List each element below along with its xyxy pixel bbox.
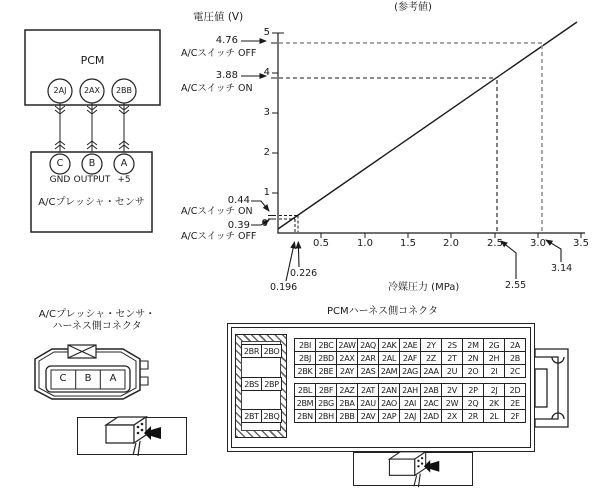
pin-cell: 2K bbox=[483, 396, 505, 410]
pin-cell: 2BF bbox=[315, 383, 337, 397]
pin-cell: 2AE bbox=[399, 338, 421, 352]
pin-cell: 2I bbox=[483, 364, 505, 378]
pin-row bbox=[294, 364, 526, 378]
pin-cell: 2AA bbox=[420, 364, 442, 378]
sensor-pin-a-label: A bbox=[120, 158, 128, 169]
value-0-226: 0.226 bbox=[290, 268, 318, 279]
pin-cell: 2N bbox=[462, 351, 484, 365]
pin-cell: 2BP bbox=[261, 377, 282, 391]
pin-cell: 2BC bbox=[315, 338, 337, 352]
pin-cell: 2AW bbox=[336, 338, 358, 352]
pin-cell: 2Y bbox=[420, 338, 442, 352]
pin-cell: 2A bbox=[504, 338, 526, 352]
pin-cell: 2BG bbox=[315, 396, 337, 410]
pin-cell: 2AD bbox=[420, 409, 442, 423]
pcm-connector-view-box bbox=[353, 452, 473, 486]
pin-cell: 2B bbox=[504, 351, 526, 365]
pin-cell: 2BA bbox=[336, 396, 358, 410]
pin-row bbox=[294, 383, 526, 397]
pin-cell: 2M bbox=[462, 338, 484, 352]
pin-cell: 2H bbox=[483, 351, 505, 365]
reference-dashes-on bbox=[279, 78, 497, 232]
pin-cell: 2G bbox=[483, 338, 505, 352]
pin-cell: 2X bbox=[441, 409, 463, 423]
chart-y-axis-label: 電圧値 (V) bbox=[193, 11, 244, 23]
pin-cell: 2AK bbox=[378, 338, 400, 352]
pin-cell: 2AQ bbox=[357, 338, 379, 352]
pcm-connector-title: PCMハーネス側コネクタ bbox=[327, 306, 438, 317]
value-4-76: 4.76 bbox=[215, 35, 238, 46]
pin-cell: 2BJ bbox=[294, 351, 316, 365]
pin-cell: 2W bbox=[441, 396, 463, 410]
side-tab-bottom bbox=[140, 377, 148, 385]
pcm-pin-grid-bank-2 bbox=[294, 383, 526, 423]
pin-cell: 2E bbox=[504, 396, 526, 410]
connector-plug-arrow-icon bbox=[384, 449, 442, 489]
pin-cell: 2AZ bbox=[336, 383, 358, 397]
x-tick-2-5: 2.5 bbox=[487, 238, 503, 249]
side-tab-top bbox=[140, 361, 148, 369]
pin-cell: 2U bbox=[441, 364, 463, 378]
pin-cell: 2BR bbox=[241, 344, 262, 358]
pin-cell: 2BE bbox=[315, 364, 337, 378]
pin-cell: 2AJ bbox=[399, 409, 421, 423]
pin-row bbox=[294, 338, 526, 352]
pin-cell: 2AL bbox=[378, 351, 400, 365]
label-ac-switch-on-low: A/Cスイッチ ON bbox=[181, 206, 253, 217]
pin-cell: 2AF bbox=[399, 351, 421, 365]
pin-cell: 2BS bbox=[241, 377, 262, 391]
pin-row bbox=[294, 396, 526, 410]
side-pin-row-2 bbox=[241, 377, 282, 391]
pin-row bbox=[241, 377, 282, 391]
pcm-pin-2aj-label: 2AJ bbox=[53, 86, 67, 95]
sensor-characteristic-line bbox=[278, 22, 577, 229]
pcm-pin-grid-bank-1 bbox=[294, 338, 526, 378]
y-tick-1: 1 bbox=[263, 187, 270, 198]
sensor-connector-view-box bbox=[77, 417, 187, 455]
chart-title: (参考値) bbox=[394, 2, 432, 13]
y-tick-3: 3 bbox=[263, 107, 270, 118]
pin-cell: 2AI bbox=[399, 396, 421, 410]
pin-cell: 2AB bbox=[420, 383, 442, 397]
pin-cell: 2F bbox=[504, 409, 526, 423]
label-ac-switch-off-high: A/Cスイッチ OFF bbox=[181, 48, 257, 59]
value-0-196: 0.196 bbox=[270, 282, 298, 293]
pin-cell: 2AO bbox=[378, 396, 400, 410]
pin-cell: 2BH bbox=[315, 409, 337, 423]
pin-cell: 2Z bbox=[420, 351, 442, 365]
pin-cell: 2T bbox=[441, 351, 463, 365]
pcm-label: PCM bbox=[80, 54, 105, 67]
pin-cell: 2AS bbox=[357, 364, 379, 378]
pin-cell: 2O bbox=[462, 364, 484, 378]
y-tick-2: 2 bbox=[263, 147, 270, 158]
sensor-pin-c-label: C bbox=[56, 158, 64, 169]
pcm-pin-2bb-label: 2BB bbox=[115, 86, 133, 95]
pcm-pin-2ax-label: 2AX bbox=[83, 86, 101, 95]
value-3-14: 3.14 bbox=[551, 263, 573, 274]
sensor-pin-b-label: B bbox=[88, 158, 96, 169]
pin-row bbox=[294, 409, 526, 423]
sensor-connector-title bbox=[2, 309, 192, 333]
pin-row bbox=[294, 351, 526, 365]
y-tick-4: 4 bbox=[263, 67, 270, 78]
pin-cell: 2AY bbox=[336, 364, 358, 378]
sensor-label: A/Cプレッシャ・センサ bbox=[38, 197, 145, 208]
pin-cell: 2AG bbox=[399, 364, 421, 378]
pin-cell: 2C bbox=[504, 364, 526, 378]
pin-cell: 2AV bbox=[357, 409, 379, 423]
pin-cell: 2D bbox=[504, 383, 526, 397]
x-tick-1-5: 1.5 bbox=[400, 238, 416, 249]
sensor-connector-title-line1: A/Cプレッシャ・センサ・ bbox=[38, 309, 156, 320]
label-ac-switch-on-high: A/Cスイッチ ON bbox=[181, 83, 253, 94]
sensor-connector-title-line2: ハーネス側コネクタ bbox=[52, 321, 142, 332]
pin-cell: 2BK bbox=[294, 364, 316, 378]
pin-function-output: OUTPUT bbox=[73, 175, 111, 185]
y-tick-0: 0 bbox=[261, 218, 268, 229]
label-ac-switch-off-low: A/Cスイッチ OFF bbox=[181, 231, 257, 242]
pin-cell: 2P bbox=[462, 383, 484, 397]
x-tick-1-0: 1.0 bbox=[357, 238, 373, 249]
pin-function-gnd: GND bbox=[49, 175, 71, 185]
pin-cell: 2BI bbox=[294, 338, 316, 352]
side-pin-row-1 bbox=[241, 344, 282, 358]
x-tick-3-0: 3.0 bbox=[530, 238, 546, 249]
pin-cell: 2BQ bbox=[261, 409, 282, 423]
pcm-connector-lock-tab bbox=[535, 349, 568, 427]
pin-cell: 2AT bbox=[357, 383, 379, 397]
value-3-88: 3.88 bbox=[215, 70, 238, 81]
x-tick-0-5: 0.5 bbox=[313, 238, 329, 249]
side-pin-row-3 bbox=[241, 409, 282, 423]
pin-cell: 2BT bbox=[241, 409, 262, 423]
pin-cell: 2AU bbox=[357, 396, 379, 410]
pin-row bbox=[241, 409, 282, 423]
pin-cell: 2S bbox=[441, 338, 463, 352]
pin-cell: 2AC bbox=[420, 396, 442, 410]
pin-cell: 2BD bbox=[315, 351, 337, 365]
y-tick-5: 5 bbox=[263, 27, 270, 38]
pin-cell: 2L bbox=[483, 409, 505, 423]
pin-cell: 2BM bbox=[294, 396, 316, 410]
pin-cell: 2V bbox=[441, 383, 463, 397]
pin-cell: 2AR bbox=[357, 351, 379, 365]
sensor-conn-pin-a: A bbox=[109, 373, 117, 384]
pin-row bbox=[241, 344, 282, 358]
pin-cell: 2R bbox=[462, 409, 484, 423]
pin-cell: 2AX bbox=[336, 351, 358, 365]
value-0-44: 0.44 bbox=[227, 195, 250, 206]
sensor-conn-pin-c: C bbox=[59, 373, 67, 384]
x-tick-2-0: 2.0 bbox=[443, 238, 459, 249]
connector-plug-arrow-icon bbox=[100, 414, 164, 458]
pin-cell: 2Q bbox=[462, 396, 484, 410]
pin-cell: 2BB bbox=[336, 409, 358, 423]
sensor-conn-pin-b: B bbox=[84, 373, 92, 384]
pin-cell: 2AN bbox=[378, 383, 400, 397]
pin-cell: 2AH bbox=[399, 383, 421, 397]
chart-x-axis-label: 冷媒圧力 (MPa) bbox=[388, 282, 460, 293]
pin-cell: 2AP bbox=[378, 409, 400, 423]
value-0-39: 0.39 bbox=[227, 220, 250, 231]
value-2-55: 2.55 bbox=[505, 280, 527, 291]
sensor-connector-drawing bbox=[35, 345, 148, 399]
pin-cell: 2BL bbox=[294, 383, 316, 397]
pin-function-plus5: +5 bbox=[117, 175, 131, 185]
pin-cell: 2BN bbox=[294, 409, 316, 423]
pin-cell: 2BO bbox=[261, 344, 282, 358]
pin-cell: 2AM bbox=[378, 364, 400, 378]
pin-cell: 2J bbox=[483, 383, 505, 397]
x-tick-3-5: 3.5 bbox=[573, 238, 589, 249]
